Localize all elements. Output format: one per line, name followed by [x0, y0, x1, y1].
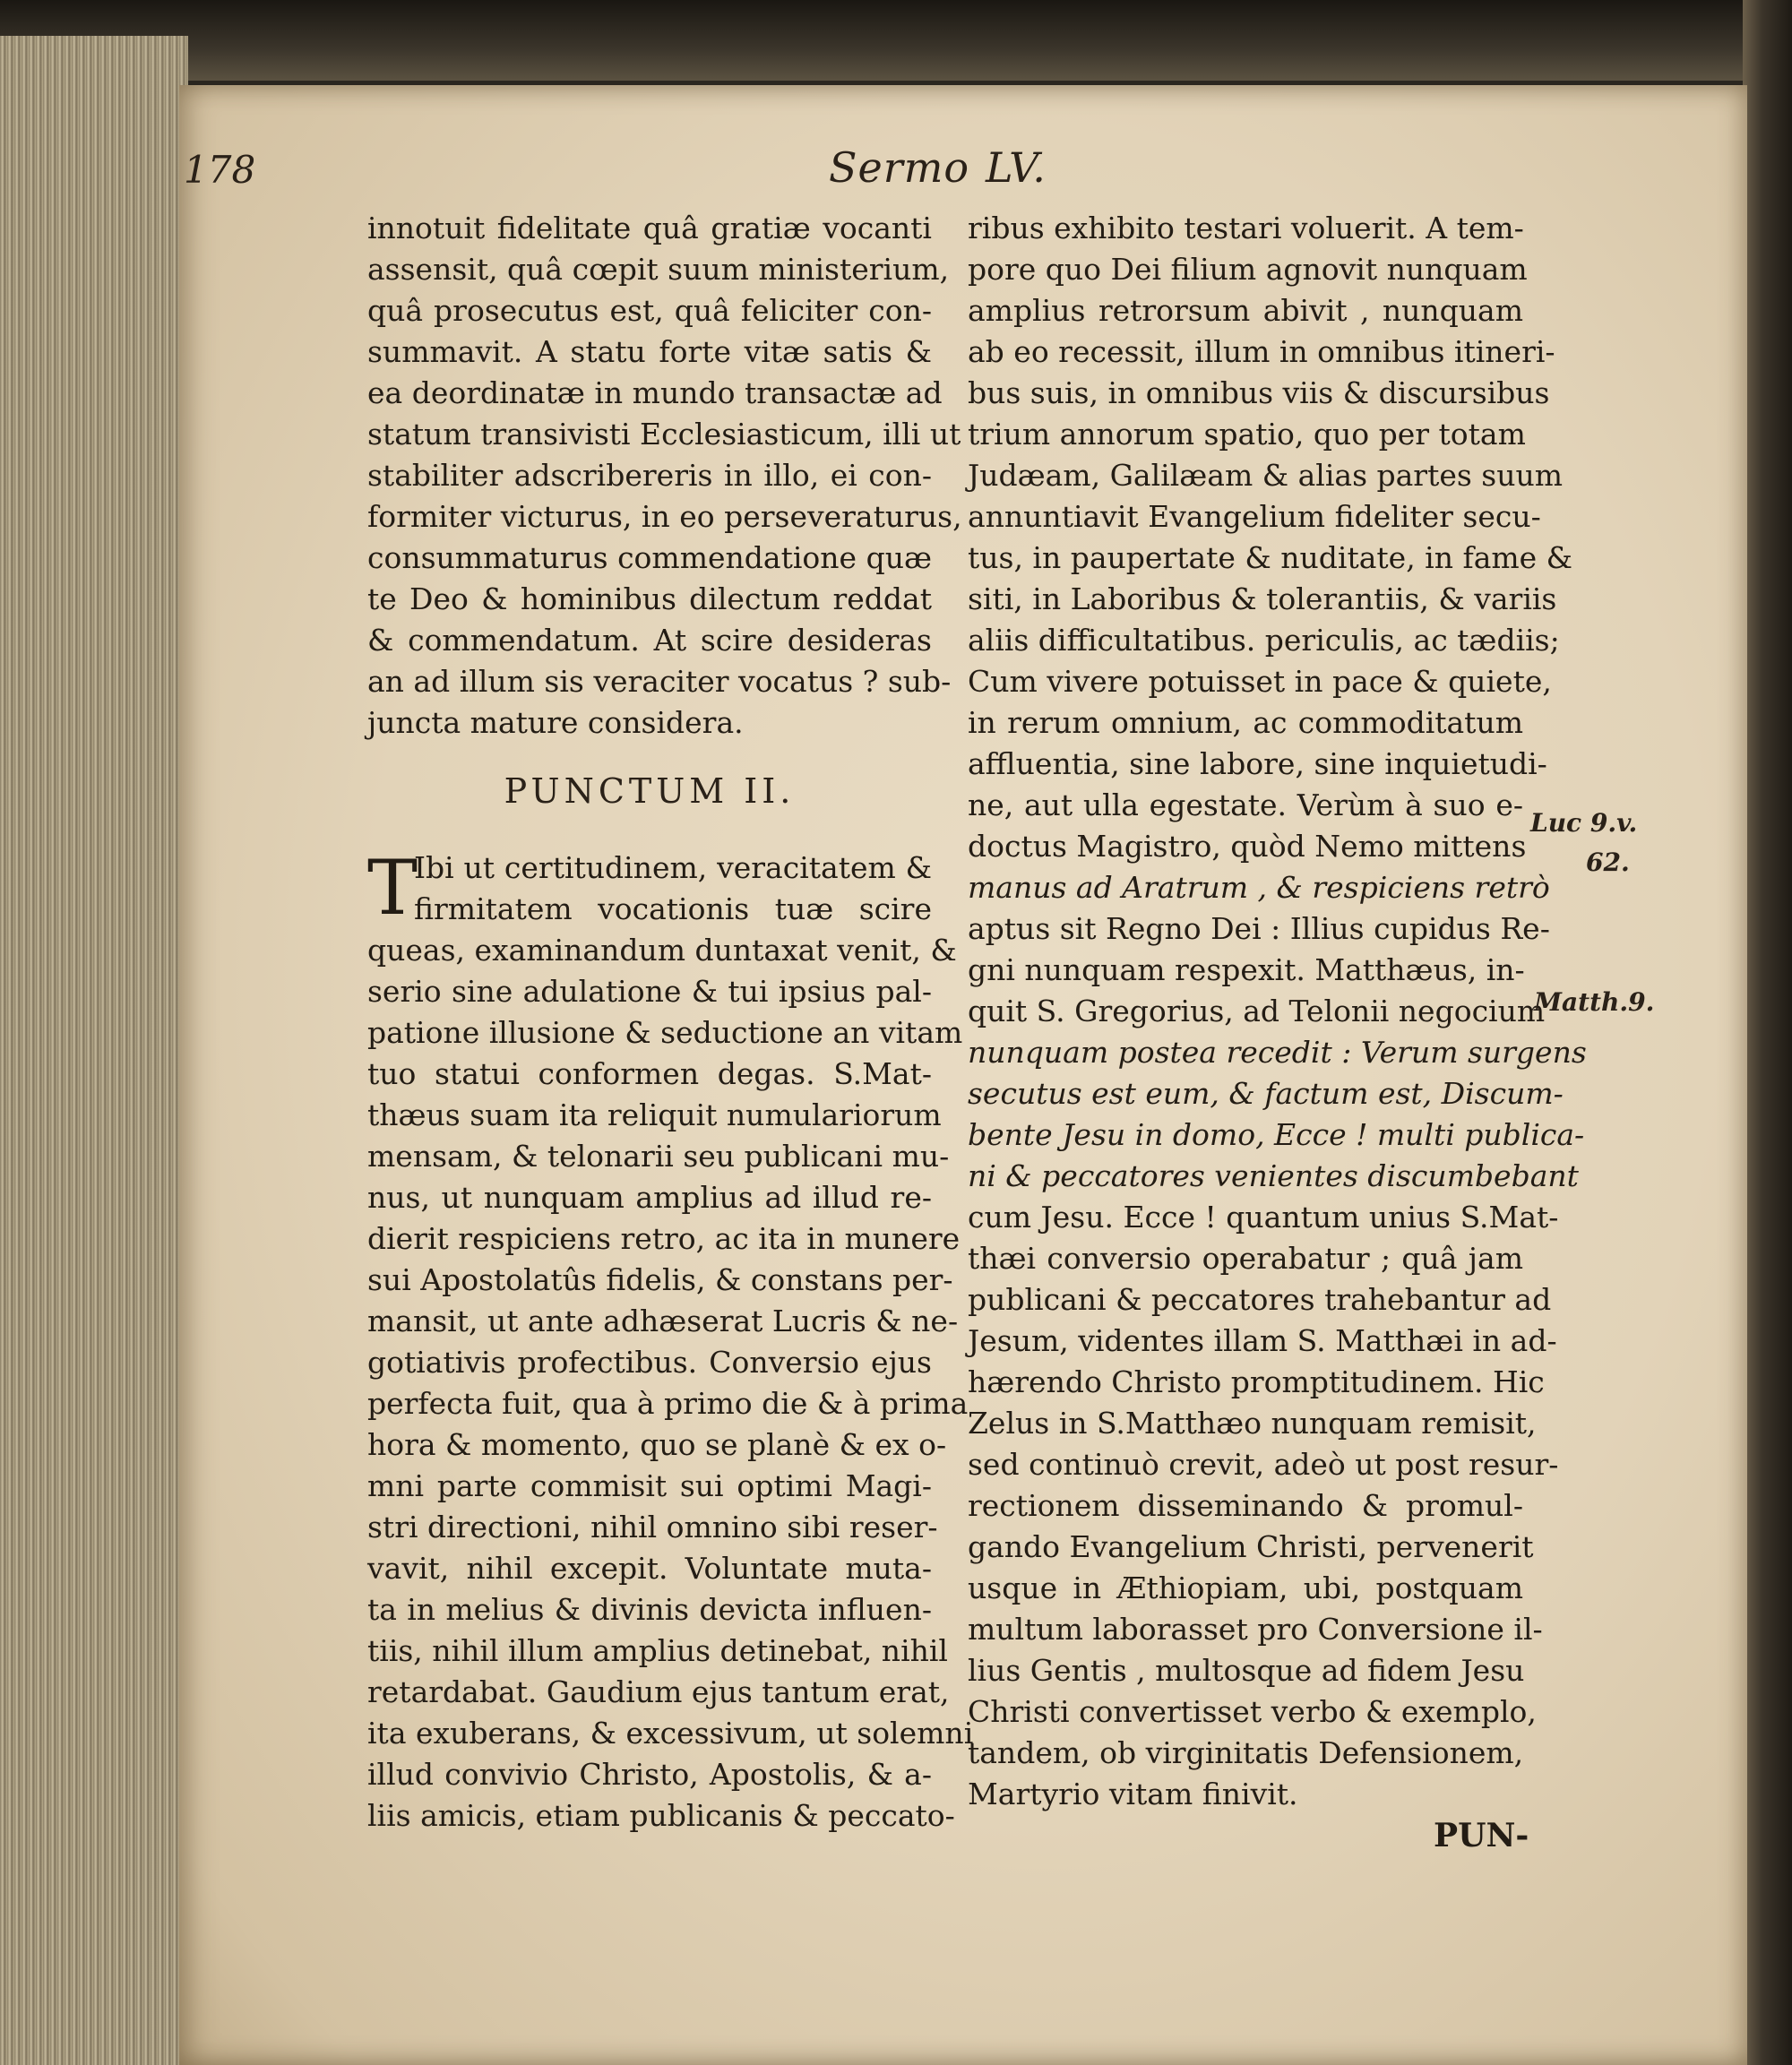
text-line: mni parte commisit sui optimi Magi- — [367, 1468, 932, 1503]
text-line: ita exuberans, & excessivum, ut solemni — [367, 1716, 974, 1751]
text-line: gotiativis profectibus. Conversio ejus — [367, 1345, 932, 1380]
text-line: nunquam postea recedit : Verum surgens — [968, 1035, 1587, 1070]
text-line: pore quo Dei filium agnovit nunquam — [968, 252, 1528, 287]
left-text-column — [367, 208, 974, 1837]
page-number: 178 — [184, 148, 256, 192]
text-line: queas, examinandum duntaxat venit, & — [367, 933, 957, 968]
text-line: Martyrio vitam finivit. — [968, 1777, 1298, 1811]
text-line-content: Ibi ut certitudinem, veracitatem & — [414, 850, 932, 885]
text-line: aptus sit Regno Dei : Illius cupidus Re- — [968, 911, 1550, 946]
margin-note-verse: 62. — [1586, 848, 1630, 877]
text-line: hærendo Christo promptitudinem. Hic — [968, 1364, 1545, 1399]
text-line: thæus suam ita reliquit numulariorum — [367, 1097, 942, 1132]
text-line: nus, ut nunquam amplius ad illud re- — [367, 1180, 932, 1215]
text-line: statum transivisti Ecclesiasticum, illi ut — [367, 417, 961, 452]
text-line: patione illusione & seductione an vitam — [367, 1015, 963, 1050]
text-line: consummaturus commendatione quæ — [367, 540, 932, 575]
text-line: affluentia, sine labore, sine inquietudi- — [968, 746, 1547, 781]
text-line: trium annorum spatio, quo per totam — [968, 417, 1526, 452]
top-shadow — [0, 0, 1792, 81]
text-line: & commendatum. At scire desideras — [367, 623, 932, 658]
left-paragraph-1 — [367, 208, 962, 744]
text-line: hora & momento, quo se planè & ex o- — [367, 1427, 947, 1462]
text-line: thæi conversio operabatur ; quâ jam — [968, 1241, 1523, 1276]
text-line: gando Evangelium Christi, pervenerit — [968, 1529, 1534, 1564]
text-line: tandem, ob virginitatis Defensionem, — [968, 1735, 1524, 1770]
text-line: perfecta fuit, qua à primo die & à prima — [367, 1386, 969, 1421]
text-line: te Deo & hominibus dilectum reddat — [367, 581, 932, 616]
text-line: manus ad Aratrum , & respiciens retrò — [968, 870, 1550, 905]
text-line: Christi convertisset verbo & exemplo, — [968, 1694, 1537, 1729]
text-line: bente Jesu in domo, Ecce ! multi publica- — [968, 1117, 1585, 1152]
margin-note-matth: Matth.9. — [1534, 987, 1655, 1017]
text-line: illud convivio Christo, Apostolis, & a- — [367, 1757, 932, 1792]
text-line: in rerum omnium, ac commoditatum — [968, 705, 1523, 740]
text-line: sui Apostolatûs fidelis, & constans per- — [367, 1262, 953, 1297]
text-line: liis amicis, etiam publicanis & peccato- — [367, 1798, 955, 1833]
text-line: ne, aut ulla egestate. Verùm à suo e- — [968, 787, 1523, 822]
text-line: Judæam, Galilæam & alias partes suum — [968, 458, 1564, 493]
text-line: dierit respiciens retro, ac ita in munere — [367, 1221, 961, 1256]
text-line: sed continuò crevit, adeò ut post resur- — [968, 1447, 1559, 1482]
running-head-sermo: Sermo — [829, 143, 970, 192]
text-line: tiis, nihil illum amplius detinebat, nihil — [367, 1633, 948, 1668]
text-line: retardabat. Gaudium ejus tantum erat, — [367, 1674, 950, 1709]
text-line: assensit, quâ cœpit suum ministerium, — [367, 252, 950, 287]
text-line: quâ prosecutus est, quâ feliciter con- — [367, 293, 932, 328]
text-line: publicani & peccatores trahebantur ad — [968, 1282, 1552, 1317]
text-line: stabiliter adscribereris in illo, ei con- — [367, 458, 932, 493]
text-line: summavit. A statu forte vitæ satis & — [367, 334, 932, 369]
text-line: vavit, nihil excepit. Voluntate muta- — [367, 1551, 932, 1586]
text-line: siti, in Laboribus & tolerantiis, & variis — [968, 581, 1557, 616]
margin-note-luc: Luc 9.v. — [1530, 808, 1638, 838]
book-binding — [1743, 0, 1792, 2065]
text-line: juncta mature considera. — [367, 705, 744, 740]
text-line: gni nunquam respexit. Matthæus, in- — [968, 952, 1525, 987]
text-line-content: firmitatem vocationis tuæ scire — [414, 891, 932, 926]
text-line: stri directioni, nihil omnino sibi reser- — [367, 1510, 938, 1544]
text-line: rectionem disseminando & promul- — [968, 1488, 1523, 1523]
text-line: annuntiavit Evangelium fideliter secu- — [968, 499, 1541, 534]
text-line: ta in melius & divinis devicta influen- — [367, 1592, 932, 1627]
text-line: Cum vivere potuisset in pace & quiete, — [968, 664, 1552, 699]
text-line: Zelus in S.Matthæo nunquam remisit, — [968, 1406, 1537, 1441]
text-line: tus, in paupertate & nuditate, in fame & — [968, 540, 1573, 575]
text-line: ea deordinatæ in mundo transactæ ad — [367, 375, 943, 410]
text-line: formiter victurus, in eo perseveraturus, — [367, 499, 962, 534]
text-line: an ad illum sis veraciter vocatus ? sub- — [367, 664, 952, 699]
catchword: PUN- — [1434, 1817, 1529, 1854]
text-line: ab eo recessit, illum in omnibus itineri- — [968, 334, 1555, 369]
text-line: bus suis, in omnibus viis & discursibus — [968, 375, 1550, 410]
section-heading: PUNCTUM II. — [504, 771, 796, 811]
text-line: mensam, & telonarii seu publicani mu- — [367, 1139, 950, 1174]
drop-cap: T — [367, 844, 418, 932]
text-line: ni & peccatores venientes discumbebant — [968, 1158, 1579, 1193]
text-line: ribus exhibito testari voluerit. A tem- — [968, 211, 1524, 245]
text-line: Jesum, videntes illam S. Matthæi in ad- — [968, 1323, 1557, 1358]
text-line: quit S. Gregorius, ad Telonii negocium — [968, 994, 1546, 1028]
text-line: tuo statui conformen degas. S.Mat- — [367, 1056, 932, 1091]
text-line: lius Gentis , multosque ad fidem Jesu — [968, 1653, 1525, 1688]
text-line: doctus Magistro, quòd Nemo mittens — [968, 829, 1527, 864]
text-line: innotuit fidelitate quâ gratiæ vocanti — [367, 211, 932, 245]
text-line: amplius retrorsum abivit , nunquam — [968, 293, 1523, 328]
text-line: mansit, ut ante adhæserat Lucris & ne- — [367, 1304, 959, 1338]
text-line: cum Jesu. Ecce ! quantum unius S.Mat- — [968, 1200, 1559, 1235]
text-line: usque in Æthiopiam, ubi, postquam — [968, 1570, 1523, 1605]
text-line: secutus est eum, & factum est, Discum- — [968, 1076, 1564, 1111]
book-page-edges — [0, 36, 188, 2065]
left-paragraph-2 — [367, 930, 974, 1837]
text-line: multum laborasset pro Conversione il- — [968, 1612, 1543, 1647]
text-line — [367, 889, 932, 930]
text-line: aliis difficultatibus. periculis, ac tædiis; — [968, 623, 1560, 658]
text-line: serio sine adulatione & tui ipsius pal- — [367, 974, 932, 1009]
running-head-number: LV. — [986, 143, 1047, 192]
